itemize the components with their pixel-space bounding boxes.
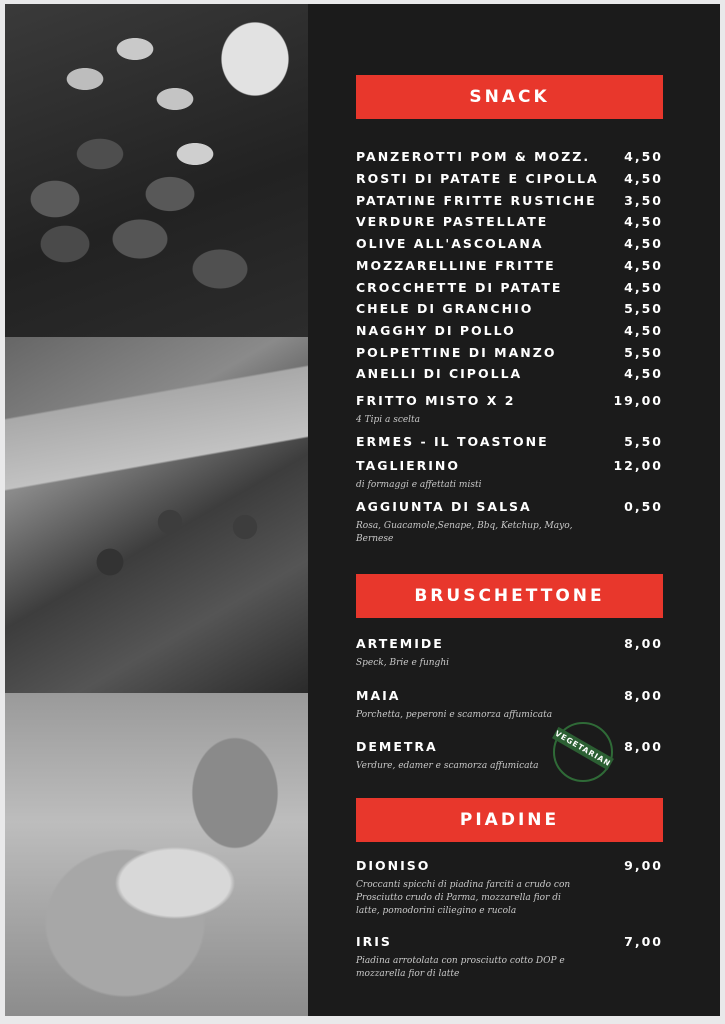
item-name: NAGGHY DI POLLO	[356, 323, 516, 338]
item-name: PATATINE FRITTE RUSTICHE	[356, 193, 597, 208]
item-price: 19,00	[613, 393, 663, 408]
vegetarian-badge	[553, 722, 613, 782]
item-description: Croccanti spicchi di piadina farciti a crudo con Prosciutto crudo di Parma, mozzarella fior di latte, pomodorini ciliegino e rucola	[356, 880, 571, 916]
item-price: 9,00	[624, 858, 663, 873]
section-header-bruschettone: BRUSCHETTONE	[356, 574, 663, 618]
item-price: 0,50	[624, 499, 663, 514]
photo-piadina-roll	[5, 693, 308, 1016]
item-name: PANZEROTTI POM & MOZZ.	[356, 149, 591, 164]
item-name: OLIVE ALL'ASCOLANA	[356, 236, 544, 251]
section-header-snack: SNACK	[356, 75, 663, 119]
photo-piadina-tomatoes	[5, 337, 308, 693]
item-name: CROCCHETTE DI PATATE	[356, 280, 563, 295]
item-name: DIONISO	[356, 858, 431, 873]
item-name: AGGIUNTA DI SALSA	[356, 499, 532, 514]
item-description: Porchetta, peperoni e scamorza affumicata	[356, 710, 553, 720]
item-price: 12,00	[613, 458, 663, 473]
item-description: Piadina arrotolata con prosciutto cotto DOP e mozzarella fior di latte	[356, 956, 565, 979]
item-name: VERDURE PASTELLATE	[356, 214, 549, 229]
item-description: Rosa, Guacamole,Senape, Bbq, Ketchup, Mayo, Bernese	[356, 521, 573, 544]
item-name: FRITTO MISTO X 2	[356, 393, 516, 408]
item-price: 5,50	[624, 301, 663, 316]
item-name: TAGLIERINO	[356, 458, 461, 473]
item-price: 5,50	[624, 345, 663, 360]
item-price: 4,50	[624, 171, 663, 186]
item-price: 4,50	[624, 280, 663, 295]
item-price: 4,50	[624, 323, 663, 338]
item-description: di formaggi e affettati misti	[356, 480, 482, 490]
item-price: 8,00	[624, 739, 663, 754]
item-price: 4,50	[624, 149, 663, 164]
item-name: MAIA	[356, 688, 401, 703]
item-price: 4,50	[624, 214, 663, 229]
item-price: 4,50	[624, 366, 663, 381]
item-price: 8,00	[624, 688, 663, 703]
item-name: IRIS	[356, 934, 392, 949]
item-name: ARTEMIDE	[356, 636, 444, 651]
item-name: ANELLI DI CIPOLLA	[356, 366, 523, 381]
item-name: MOZZARELLINE FRITTE	[356, 258, 556, 273]
item-price: 3,50	[624, 193, 663, 208]
item-description: Speck, Brie e funghi	[356, 658, 449, 668]
item-description: 4 Tipi a scelta	[356, 415, 421, 425]
item-description: Verdure, edamer e scamorza affumicata	[356, 761, 539, 771]
photo-fried-snacks	[5, 4, 308, 337]
item-price: 7,00	[624, 934, 663, 949]
section-header-piadine: PIADINE	[356, 798, 663, 842]
item-name: ERMES - IL TOASTONE	[356, 434, 549, 449]
item-name: CHELE DI GRANCHIO	[356, 301, 534, 316]
item-name: POLPETTINE DI MANZO	[356, 345, 557, 360]
item-price: 4,50	[624, 258, 663, 273]
item-price: 4,50	[624, 236, 663, 251]
item-price: 5,50	[624, 434, 663, 449]
item-name: ROSTI DI PATATE E CIPOLLA	[356, 171, 599, 186]
vegetarian-badge-label: VEGETARIAN	[553, 728, 613, 769]
item-price: 8,00	[624, 636, 663, 651]
photo-column	[5, 4, 308, 1016]
item-name: DEMETRA	[356, 739, 438, 754]
